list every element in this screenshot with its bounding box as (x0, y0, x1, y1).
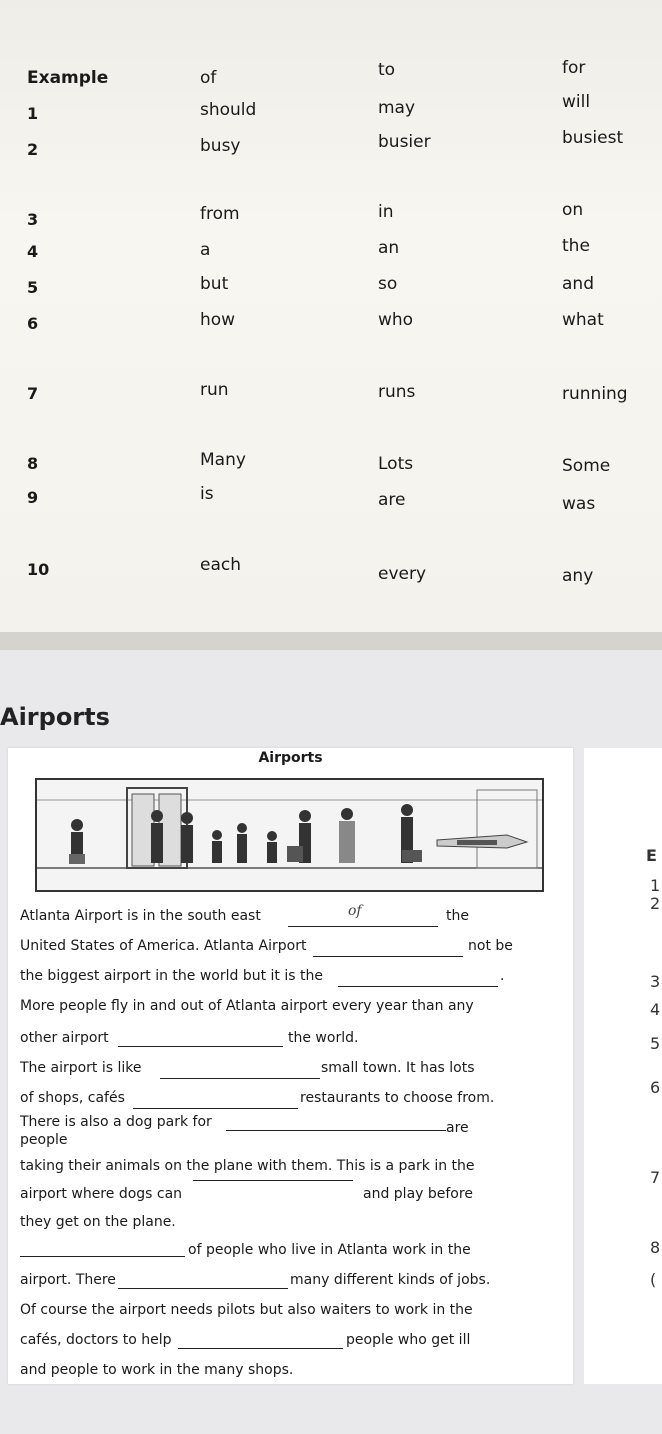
row-option: may (378, 98, 416, 118)
side-char: 4 (650, 1000, 661, 1019)
answer-blank-11[interactable] (178, 1348, 343, 1349)
text-line: small town. It has lots (321, 1060, 475, 1076)
row-option: any (562, 566, 594, 586)
text-line: other airport (20, 1030, 109, 1046)
answer-blank-5[interactable] (160, 1078, 320, 1079)
section-title: Airports (0, 703, 110, 731)
side-char: 3 (650, 972, 661, 991)
side-char: 6 (650, 1078, 661, 1097)
text-line: and people to work in the many shops. (20, 1362, 294, 1378)
answer-blank-4[interactable] (118, 1046, 283, 1047)
side-char: 8 (650, 1238, 661, 1257)
text-line: Atlanta Airport is in the south east (20, 908, 261, 924)
text-line: taking their animals on the plane with them. This is a park in the (20, 1158, 475, 1174)
text-line: not be (468, 938, 513, 954)
row-option: are (378, 490, 406, 510)
example-label: Example (27, 68, 109, 88)
text-line: many different kinds of jobs. (290, 1272, 491, 1288)
answer-blank-10[interactable] (118, 1288, 288, 1289)
row-number: 1 (27, 104, 39, 123)
text-line: the biggest airport in the world but it is the (20, 968, 323, 984)
row-number: 3 (27, 210, 39, 229)
row-option: from (200, 204, 240, 224)
row-option: run (200, 380, 229, 400)
row-option: an (378, 238, 400, 258)
side-char: 1 (650, 876, 661, 895)
row-option: runs (378, 382, 416, 402)
text-line: the world. (288, 1030, 359, 1046)
text-line: people (20, 1132, 68, 1148)
row-number: 2 (27, 140, 39, 159)
text-line: There is also a dog park for (20, 1114, 212, 1130)
row-option: and (562, 274, 594, 294)
text-line: United States of America. Atlanta Airport (20, 938, 307, 954)
text-line: . (500, 968, 505, 984)
row-option: running (562, 384, 628, 404)
row-option: Some (562, 456, 611, 476)
answer-blank-6[interactable] (133, 1108, 298, 1109)
handwritten-answer: of (348, 903, 362, 919)
row-option: busier (378, 132, 431, 152)
side-char: 2 (650, 894, 661, 913)
row-option: in (378, 202, 394, 222)
row-option: will (562, 92, 591, 112)
row-option: each (200, 555, 241, 575)
row-option: a (200, 240, 211, 260)
example-option-3: for (562, 58, 586, 78)
row-number: 8 (27, 454, 39, 473)
row-option: is (200, 484, 214, 504)
row-number: 4 (27, 242, 39, 261)
text-line: More people fly in and out of Atlanta airport every year than any (20, 998, 474, 1014)
next-card-peek[interactable] (584, 748, 662, 1384)
row-number: 9 (27, 488, 39, 507)
worksheet-card (8, 748, 573, 1384)
row-option: Many (200, 450, 246, 470)
row-option: on (562, 200, 584, 220)
text-line: cafés, doctors to help (20, 1332, 172, 1348)
text-line: airport. There (20, 1272, 116, 1288)
row-option: was (562, 494, 596, 514)
row-number: 5 (27, 278, 39, 297)
airport-scene-icon (37, 780, 542, 890)
row-option: so (378, 274, 398, 294)
text-line: The airport is like (20, 1060, 142, 1076)
text-line: they get on the plane. (20, 1214, 176, 1230)
row-option: who (378, 310, 414, 330)
exercise-photo (0, 0, 662, 650)
row-option: how (200, 310, 236, 330)
row-number: 6 (27, 314, 39, 333)
example-option-2: to (378, 60, 396, 80)
text-line: of people who live in Atlanta work in the (188, 1242, 471, 1258)
row-option: Lots (378, 454, 414, 474)
answer-blank-1[interactable] (288, 926, 438, 927)
side-char: 5 (650, 1034, 661, 1053)
side-char: ( (650, 1270, 657, 1289)
answer-blank-8[interactable] (193, 1180, 353, 1181)
airport-illustration (35, 778, 544, 892)
row-option: busy (200, 136, 241, 156)
text-line: Of course the airport needs pilots but also waiters to work in the (20, 1302, 473, 1318)
text-line: the (446, 908, 469, 924)
answer-blank-3[interactable] (338, 986, 498, 987)
row-number: 7 (27, 384, 39, 403)
answer-blank-2[interactable] (313, 956, 463, 957)
example-option-1: of (200, 68, 217, 88)
photo-edge (0, 632, 662, 650)
row-option: what (562, 310, 604, 330)
text-line: of shops, cafés (20, 1090, 125, 1106)
text-line: people who get ill (346, 1332, 471, 1348)
worksheet-title: Airports (258, 750, 323, 766)
text-line: restaurants to choose from. (300, 1090, 495, 1106)
answer-blank-7[interactable] (226, 1130, 446, 1131)
row-option: the (562, 236, 590, 256)
side-char: 7 (650, 1168, 661, 1187)
row-option: every (378, 564, 427, 584)
text-line: and play before (363, 1186, 473, 1202)
row-number: 10 (27, 560, 50, 579)
answer-blank-9[interactable] (20, 1256, 185, 1257)
row-option: busiest (562, 128, 624, 148)
side-char: E (646, 846, 657, 865)
row-option: but (200, 274, 229, 294)
text-line: airport where dogs can (20, 1186, 183, 1202)
text-line: are (446, 1120, 469, 1136)
row-option: should (200, 100, 257, 120)
